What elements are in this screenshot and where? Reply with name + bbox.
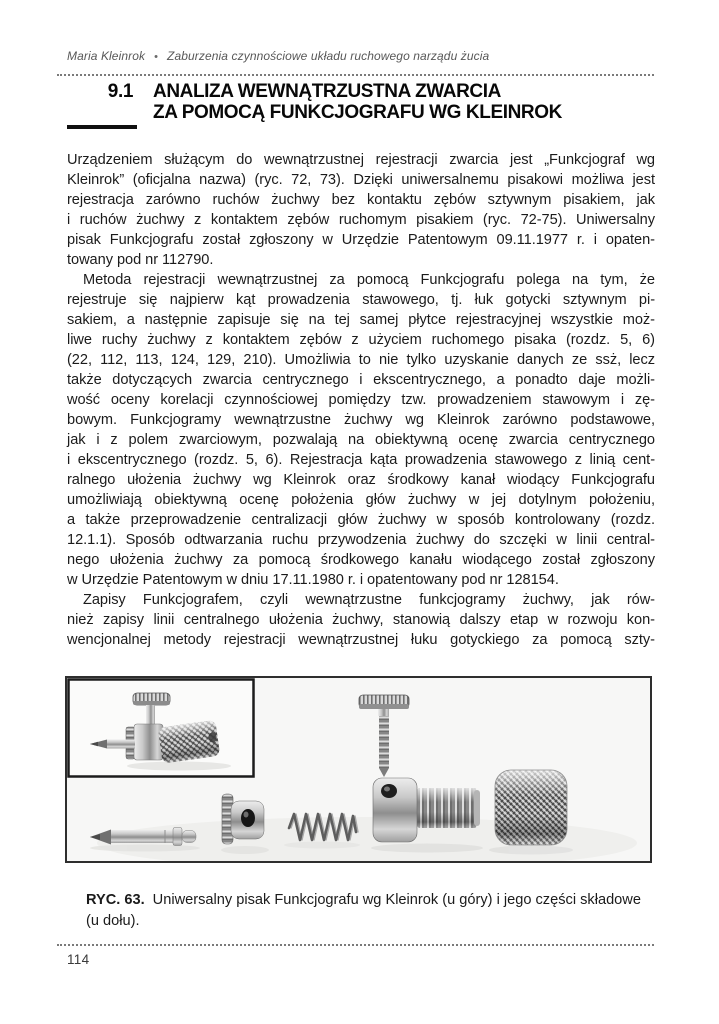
body-line: Metoda rejestracji wewnątrzustnej za pomocą Funkcjografu polega na tym, że [83,272,655,288]
body-line: rejestruje się najpierw kąt prowadzenia stawowego, tj. łuk gotycki sztywnym pi- [67,292,655,308]
section-title-line1: ANALIZA WEWNĄTRZUSTNA ZWARCIA [153,81,501,102]
body-line: 12.1.1). Sposób odtwarzania ruchu przywodzenia żuchwy do szczęki w linii central- [67,532,655,548]
body-line: wencjonalnej metody rejestracji wewnątrzustnej łuku gotyckiego za pomocą szty- [67,632,655,648]
section-heading [67,81,562,123]
figure-caption-line2: (u dołu). [86,913,140,929]
body-line: (22, 112, 113, 124, 129, 210). Umożliwia to nie tylko uzyskanie danych ze ssż, lecz [67,352,655,368]
body-line: Kleinrok” (oficjalna nazwa) (ryc. 72, 73). Dzięki uniwersalnemu pisakowi możliwa jest [67,172,655,188]
heading-underline-bar [67,125,137,129]
body-line: i ekscentrycznego (rozdz. 5, 6). Rejestracja kąta prowadzenia stawowego z linią cent- [67,452,655,468]
section-title-line2: ZA POMOCĄ FUNKCJOGRAFU WG KLEINROK [153,102,562,123]
body-line: nież zapisy linii centralnego ułożenia żuchwy, stanowią dalszy etap w rozwoju kon- [67,612,655,628]
body-line: towany pod nr 112790. [67,252,214,268]
body-text [67,150,655,650]
body-line: w Urzędzie Patentowym w dniu 17.11.1980 r. i opatentowany pod nr 128154. [67,572,559,588]
figure-caption-text: Uniwersalny pisak Funkcjografu wg Kleinrok (u góry) i jego części składowe [152,892,641,908]
body-line: Zapisy Funkcjografem, czyli wewnątrzustne funkcjogramy żuchwy, jak rów- [83,592,655,608]
top-dotted-rule [57,74,654,76]
page-number: 114 [67,952,90,967]
body-line: bowym. Funkcjogramy wewnątrzustne żuchwy wg Kleinrok zarówno podstawowe, [67,412,655,428]
running-head-separator: • [154,51,159,63]
body-line: sakiem, a następnie zapisuje się na tej samej płytce rejestracyjnej wszystkie moż- [67,312,655,328]
body-line: a także przeprowadzenie centralizacji głów żuchwy w sposób kontrolowany (rozdz. [67,512,655,528]
figure-caption-label: RYC. 63. [86,892,145,908]
body-line: Urządzeniem służącym do wewnątrzustnej rejestracji zwarcia jest „Funkcjograf wg [67,152,655,168]
figure-photo [65,676,652,863]
body-line: i ruchów żuchwy z kontaktem zębów ruchomym pisakiem (ryc. 72-75). Uniwersalny [67,212,655,228]
knurled-sleeve-icon [495,770,567,845]
running-head-book-title: Zaburzenia czynnościowe układu ruchowego narządu żucia [167,49,490,63]
running-head [67,49,489,63]
section-number: 9.1 [107,81,133,102]
body-line: także dotyczących zwarcia centrycznego i ekscentrycznego, a ponadto daje możli- [67,372,655,388]
body-line: rejestracja zarówno ruchów żuchwy bez kontaktu zębów sztywnym pisakiem, jak [67,192,655,208]
bottom-dotted-rule [57,944,654,946]
body-line: jak i z polem zwarciowym, pozwalają na obiektywną ocenę zwarcia centrycznego [67,432,655,448]
figure-caption [86,890,652,932]
body-line: nego ułożenia żuchwy za pomocą środkowego kanału wiodącego został zgłoszony [67,552,655,568]
body-line: pisak Funkcjografu został zgłoszony w Urzędzie Patentowym 09.11.1977 r. i opaten- [67,232,655,248]
assembled-pen-inset [69,680,254,777]
knurled-nut-icon [222,794,264,844]
body-line: liwe ruchy żuchwy z kontaktem zębów z użyciem ruchomego pisaka (rozdz. 5, 6) [67,332,655,348]
figure-photo-image [67,678,650,861]
body-line: ralnego ułożenia żuchwy wg Kleinrok oraz środkowy kanał wiodący Funkcjografu [67,472,655,488]
section-title [153,81,562,123]
figure-caption-line1 [86,890,652,911]
running-head-author: Maria Kleinrok [67,49,146,63]
body-line: wość oceny korelacji czynnościowej pomiędzy tzw. prowadzeniem stawowym i zę- [67,392,655,408]
pen-clamp-body-icon [134,724,163,760]
body-line: umożliwiają obiektywną ocenę położenia głów żuchwy w jej dotylnym położeniu, [67,492,655,508]
